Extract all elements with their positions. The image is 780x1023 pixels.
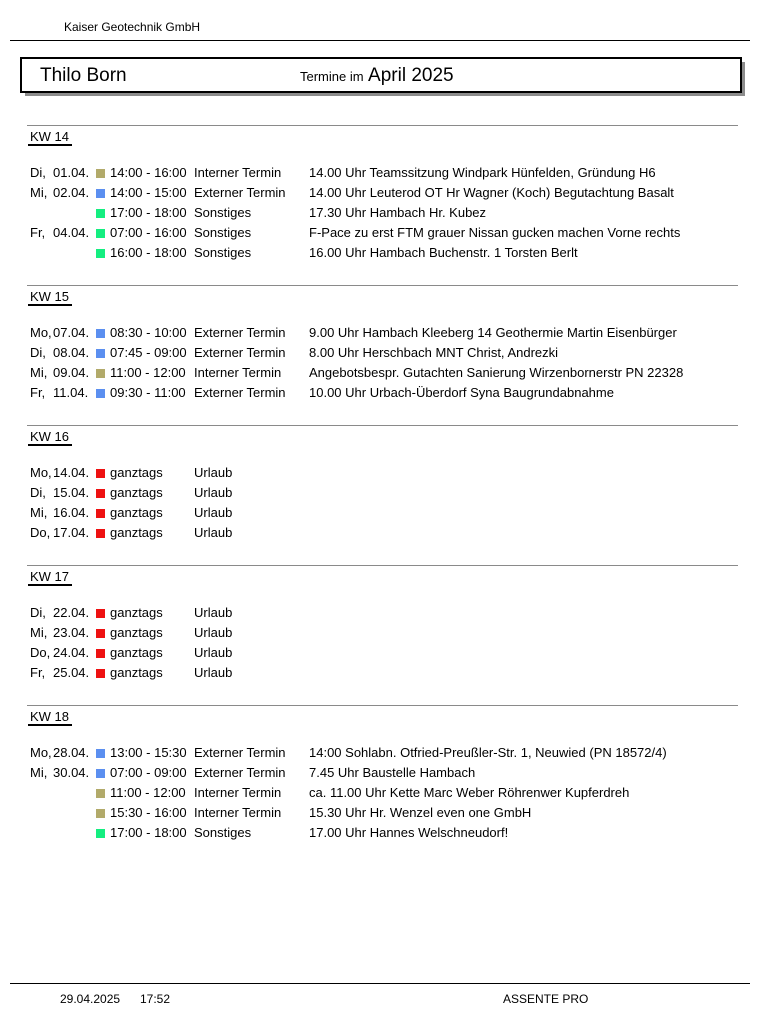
appointment-description: F-Pace zu erst FTM grauer Nissan gucken machen Vorne rechts [309, 225, 681, 240]
time-range: 14:00 - 15:00 [110, 185, 187, 200]
appointment-description: 16.00 Uhr Hambach Buchenstr. 1 Torsten Berlt [309, 245, 578, 260]
appointment-description: 15.30 Uhr Hr. Wenzel even one GmbH [309, 805, 532, 820]
category-color-icon [96, 169, 105, 178]
weekday: Do, [30, 645, 51, 660]
category-color-icon [96, 669, 105, 678]
appointment-type: Urlaub [194, 485, 233, 500]
time-range: 14:00 - 16:00 [110, 165, 187, 180]
time-range: 16:00 - 18:00 [110, 245, 187, 260]
category-color-icon [96, 829, 105, 838]
appointment-description: 10.00 Uhr Urbach-Überdorf Syna Baugrundabnahme [309, 385, 614, 400]
week-label-underline [28, 304, 72, 306]
week-section [0, 565, 780, 680]
category-color-icon [96, 489, 105, 498]
appointment-type: Sonstiges [194, 205, 252, 220]
date: 30.04. [53, 765, 90, 780]
week-separator [27, 125, 738, 126]
category-color-icon [96, 629, 105, 638]
weekday: Di, [30, 165, 46, 180]
time-range: 11:00 - 12:00 [110, 365, 186, 380]
weekday: Di, [30, 345, 46, 360]
time-range: ganztags [110, 645, 163, 660]
week-label: KW 14 [30, 129, 70, 144]
time-range: ganztags [110, 625, 163, 640]
weekday: Mo, [30, 745, 52, 760]
week-label: KW 15 [30, 289, 70, 304]
appointment-description: 14.00 Uhr Leuterod OT Hr Wagner (Koch) Begutachtung Basalt [309, 185, 674, 200]
appointment-description: Angebotsbespr. Gutachten Sanierung Wirzenbornerstr PN 22328 [309, 365, 684, 380]
category-color-icon [96, 609, 105, 618]
appointment-type: Interner Termin [194, 785, 282, 800]
week-separator [27, 285, 738, 286]
appointment-type: Urlaub [194, 625, 233, 640]
appointment-description: ca. 11.00 Uhr Kette Marc Weber Röhrenwer Kupferdreh [309, 785, 630, 800]
appointment-type: Sonstiges [194, 225, 252, 240]
week-label: KW 16 [30, 429, 70, 444]
date: 11.04. [53, 385, 89, 400]
time-range: 17:00 - 18:00 [110, 205, 187, 220]
time-range: ganztags [110, 505, 163, 520]
category-color-icon [96, 209, 105, 218]
date: 22.04. [53, 605, 90, 620]
appointment-type: Urlaub [194, 505, 233, 520]
appointment-type: Interner Termin [194, 365, 282, 380]
category-color-icon [96, 529, 105, 538]
weekday: Di, [30, 605, 46, 620]
time-range: ganztags [110, 525, 163, 540]
time-range: ganztags [110, 465, 163, 480]
app-name: ASSENTE PRO [503, 992, 589, 1006]
weekday: Di, [30, 485, 46, 500]
time-range: 07:00 - 09:00 [110, 765, 187, 780]
weekday: Do, [30, 525, 51, 540]
date: 04.04. [53, 225, 90, 240]
appointment-type: Interner Termin [194, 805, 282, 820]
print-time: 17:52 [140, 992, 171, 1006]
time-range: 07:45 - 09:00 [110, 345, 187, 360]
print-date: 29.04.2025 [60, 992, 121, 1006]
company-name: Kaiser Geotechnik GmbH [64, 20, 201, 34]
category-color-icon [96, 809, 105, 818]
week-separator [27, 565, 738, 566]
date: 07.04. [53, 325, 90, 340]
date: 17.04. [53, 525, 90, 540]
appointment-type: Externer Termin [194, 325, 286, 340]
title-box [20, 57, 742, 93]
category-color-icon [96, 469, 105, 478]
week-label: KW 18 [30, 709, 70, 724]
week-section [0, 425, 780, 540]
appointment-description: 7.45 Uhr Baustelle Hambach [309, 765, 476, 780]
date: 01.04. [53, 165, 90, 180]
appointment-type: Externer Termin [194, 185, 286, 200]
week-section [0, 285, 780, 400]
weekday: Mi, [30, 365, 48, 380]
week-label-underline [28, 584, 72, 586]
category-color-icon [96, 349, 105, 358]
appointment-description: 14:00 Sohlabn. Otfried-Preußler-Str. 1, Neuwied (PN 18572/4) [309, 745, 667, 760]
header-rule [10, 40, 750, 41]
week-separator [27, 425, 738, 426]
appointment-type: Interner Termin [194, 165, 282, 180]
appointment-description: 17.00 Uhr Hannes Welschneudorf! [309, 825, 509, 840]
category-color-icon [96, 189, 105, 198]
footer-rule [10, 983, 750, 984]
category-color-icon [96, 769, 105, 778]
appointment-type: Urlaub [194, 525, 233, 540]
weekday: Fr, [30, 385, 46, 400]
time-range: 17:00 - 18:00 [110, 825, 187, 840]
time-range: ganztags [110, 485, 163, 500]
date: 14.04. [53, 465, 90, 480]
appointment-description: 9.00 Uhr Hambach Kleeberg 14 Geothermie Martin Eisenbürger [309, 325, 677, 340]
period-month: April 2025 [368, 65, 454, 86]
week-label: KW 17 [30, 569, 70, 584]
date: 09.04. [53, 365, 90, 380]
weekday: Mi, [30, 765, 48, 780]
date: 16.04. [53, 505, 90, 520]
category-color-icon [96, 749, 105, 758]
time-range: 13:00 - 15:30 [110, 745, 187, 760]
weekday: Mo, [30, 465, 52, 480]
date: 28.04. [53, 745, 90, 760]
appointment-type: Urlaub [194, 465, 233, 480]
time-range: 15:30 - 16:00 [110, 805, 187, 820]
appointment-type: Urlaub [194, 645, 233, 660]
appointment-type: Urlaub [194, 605, 233, 620]
category-color-icon [96, 649, 105, 658]
weekday: Mi, [30, 185, 48, 200]
category-color-icon [96, 509, 105, 518]
week-section [0, 705, 780, 840]
category-color-icon [96, 249, 105, 258]
weekday: Mi, [30, 505, 48, 520]
time-range: 11:00 - 12:00 [110, 785, 186, 800]
category-color-icon [96, 369, 105, 378]
appointment-type: Externer Termin [194, 385, 286, 400]
weekday: Mo, [30, 325, 52, 340]
date: 24.04. [53, 645, 90, 660]
appointment-type: Externer Termin [194, 765, 286, 780]
appointment-description: 14.00 Uhr Teamssitzung Windpark Hünfelden, Gründung H6 [309, 165, 656, 180]
time-range: 09:30 - 11:00 [110, 385, 186, 400]
category-color-icon [96, 229, 105, 238]
week-label-underline [28, 724, 72, 726]
appointment-description: 8.00 Uhr Herschbach MNT Christ, Andrezki [309, 345, 559, 360]
time-range: ganztags [110, 665, 163, 680]
period-label: Termine im [300, 69, 364, 84]
week-separator [27, 705, 738, 706]
weekday: Mi, [30, 625, 48, 640]
time-range: 08:30 - 10:00 [110, 325, 187, 340]
category-color-icon [96, 329, 105, 338]
week-section [0, 125, 780, 260]
appointment-type: Sonstiges [194, 825, 252, 840]
person-name: Thilo Born [40, 65, 127, 86]
week-label-underline [28, 444, 72, 446]
appointment-type: Urlaub [194, 665, 233, 680]
category-color-icon [96, 789, 105, 798]
date: 02.04. [53, 185, 90, 200]
week-label-underline [28, 144, 72, 146]
appointment-type: Sonstiges [194, 245, 252, 260]
weekday: Fr, [30, 665, 46, 680]
appointment-description: 17.30 Uhr Hambach Hr. Kubez [309, 205, 487, 220]
date: 08.04. [53, 345, 90, 360]
appointment-type: Externer Termin [194, 745, 286, 760]
category-color-icon [96, 389, 105, 398]
time-range: 07:00 - 16:00 [110, 225, 187, 240]
weekday: Fr, [30, 225, 46, 240]
period-title [300, 65, 454, 87]
time-range: ganztags [110, 605, 163, 620]
appointment-type: Externer Termin [194, 345, 286, 360]
date: 25.04. [53, 665, 90, 680]
date: 23.04. [53, 625, 90, 640]
date: 15.04. [53, 485, 90, 500]
